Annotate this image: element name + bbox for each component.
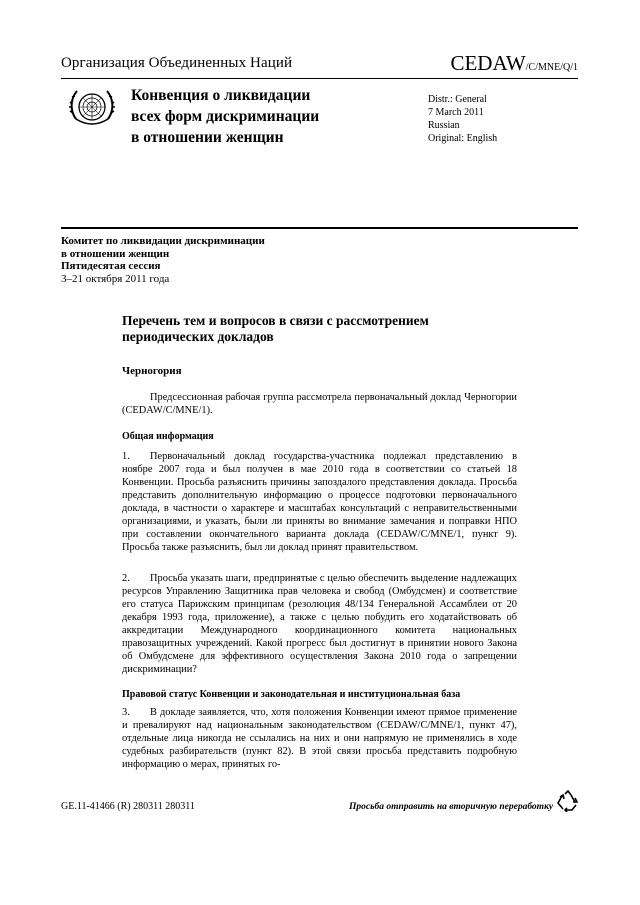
convention-title-line: всех форм дискриминации bbox=[131, 108, 320, 125]
section-heading-general: Общая информация bbox=[122, 431, 214, 442]
committee-name: Комитет по ликвидации дискриминации bbox=[61, 235, 265, 247]
paragraph-1 bbox=[122, 450, 517, 554]
symbol-main: CEDAW bbox=[450, 51, 526, 75]
recycle-note: Просьба отправить на вторичную переработку bbox=[349, 802, 554, 812]
paragraph-2 bbox=[122, 572, 517, 676]
document-symbol bbox=[450, 51, 578, 76]
paragraph-number: 1. bbox=[122, 451, 130, 462]
symbol-sub: /C/MNE/Q/1 bbox=[525, 62, 578, 73]
header-rule bbox=[61, 78, 578, 79]
paragraph-text: В докладе заявляется, что, хотя положения Конвенции имеют прямое применение и превалируют над национальным законодательством (CEDAW/C/MNE/1, пункт 47), отдельные лица никогда не ссылались на них и они напрямую не применялись в ходе судебных разбирательств (пункт 82). В этой связи просьба представить подробную информацию о мерах, принятых го- bbox=[122, 707, 517, 770]
section-rule bbox=[61, 227, 578, 229]
distribution-line: Original: English bbox=[428, 133, 498, 144]
distribution-block bbox=[428, 93, 497, 145]
distribution-line: Distr.: General bbox=[428, 94, 487, 105]
document-title: Перечень тем и вопросов в связи с рассмотрением периодических докладов bbox=[122, 313, 429, 344]
session-name: Пятидесятая сессия bbox=[61, 260, 161, 272]
committee-name-cont: в отношении женщин bbox=[61, 247, 170, 260]
document-code: GE.11-41466 (R) 280311 280311 bbox=[61, 801, 195, 812]
paragraph-text: Первоначальный доклад государства-участника подлежал представлению в ноябре 2007 года и был получен в мае 2010 года в соответствии со статьей 18 Конвенции. Просьба разъяснить причины запоздалого представления доклада. Просьба представить дополнительную информацию о процессе подготовки первоначального доклада, в частности о характере и масштабах консультаций с неправительственными организациями, и указать, были ли приняты во внимание замечания и поправки НПО при составлении окончательного варианта доклада (CEDAW/C/MNE/1, пункт 9). Просьба также разъяснить, был ли доклад принят правительством. bbox=[122, 451, 517, 553]
section-heading-legal: Правовой статус Конвенции и законодательная и институциональная база bbox=[122, 689, 461, 700]
distribution-line: Russian bbox=[428, 120, 460, 131]
committee-block bbox=[61, 235, 265, 285]
distribution-line: 7 March 2011 bbox=[428, 107, 484, 118]
intro-paragraph: Предсессионная рабочая группа рассмотрела первоначальный доклад Черногории (CEDAW/C/MNE/1). bbox=[122, 392, 517, 416]
convention-title bbox=[131, 85, 319, 148]
country-heading: Черногория bbox=[122, 365, 182, 377]
un-emblem-icon bbox=[62, 83, 122, 135]
paragraph-text: Просьба указать шаги, предпринятые с целью обеспечить выделение надлежащих ресурсов Управлению Защитника прав человека и свобод (Омбудсмен) и соответствие его статуса Парижским принципам (резолюция 48/134 Генеральной Ассамблеи от 20 декабря 1993 года, приложение), а также с целью побудить его ходатайствовать об аккредитации Международного координационного комитета национальных правозащитных учреждений. Какой прогресс был достигнут в принятии нового Закона об Омбудсмене для эффективного осуществления Закона 2010 года о запрещении дискриминации? bbox=[122, 573, 517, 675]
convention-title-line: Конвенция о ликвидации bbox=[131, 87, 311, 104]
paragraph-number: 2. bbox=[122, 573, 130, 584]
session-dates: 3–21 октября 2011 года bbox=[61, 272, 170, 285]
recycle-icon bbox=[556, 790, 580, 812]
paragraph-number: 3. bbox=[122, 707, 130, 718]
paragraph-3 bbox=[122, 706, 517, 771]
convention-title-line: в отношении женщин bbox=[131, 129, 284, 146]
org-name: Организация Объединенных Наций bbox=[61, 55, 293, 71]
